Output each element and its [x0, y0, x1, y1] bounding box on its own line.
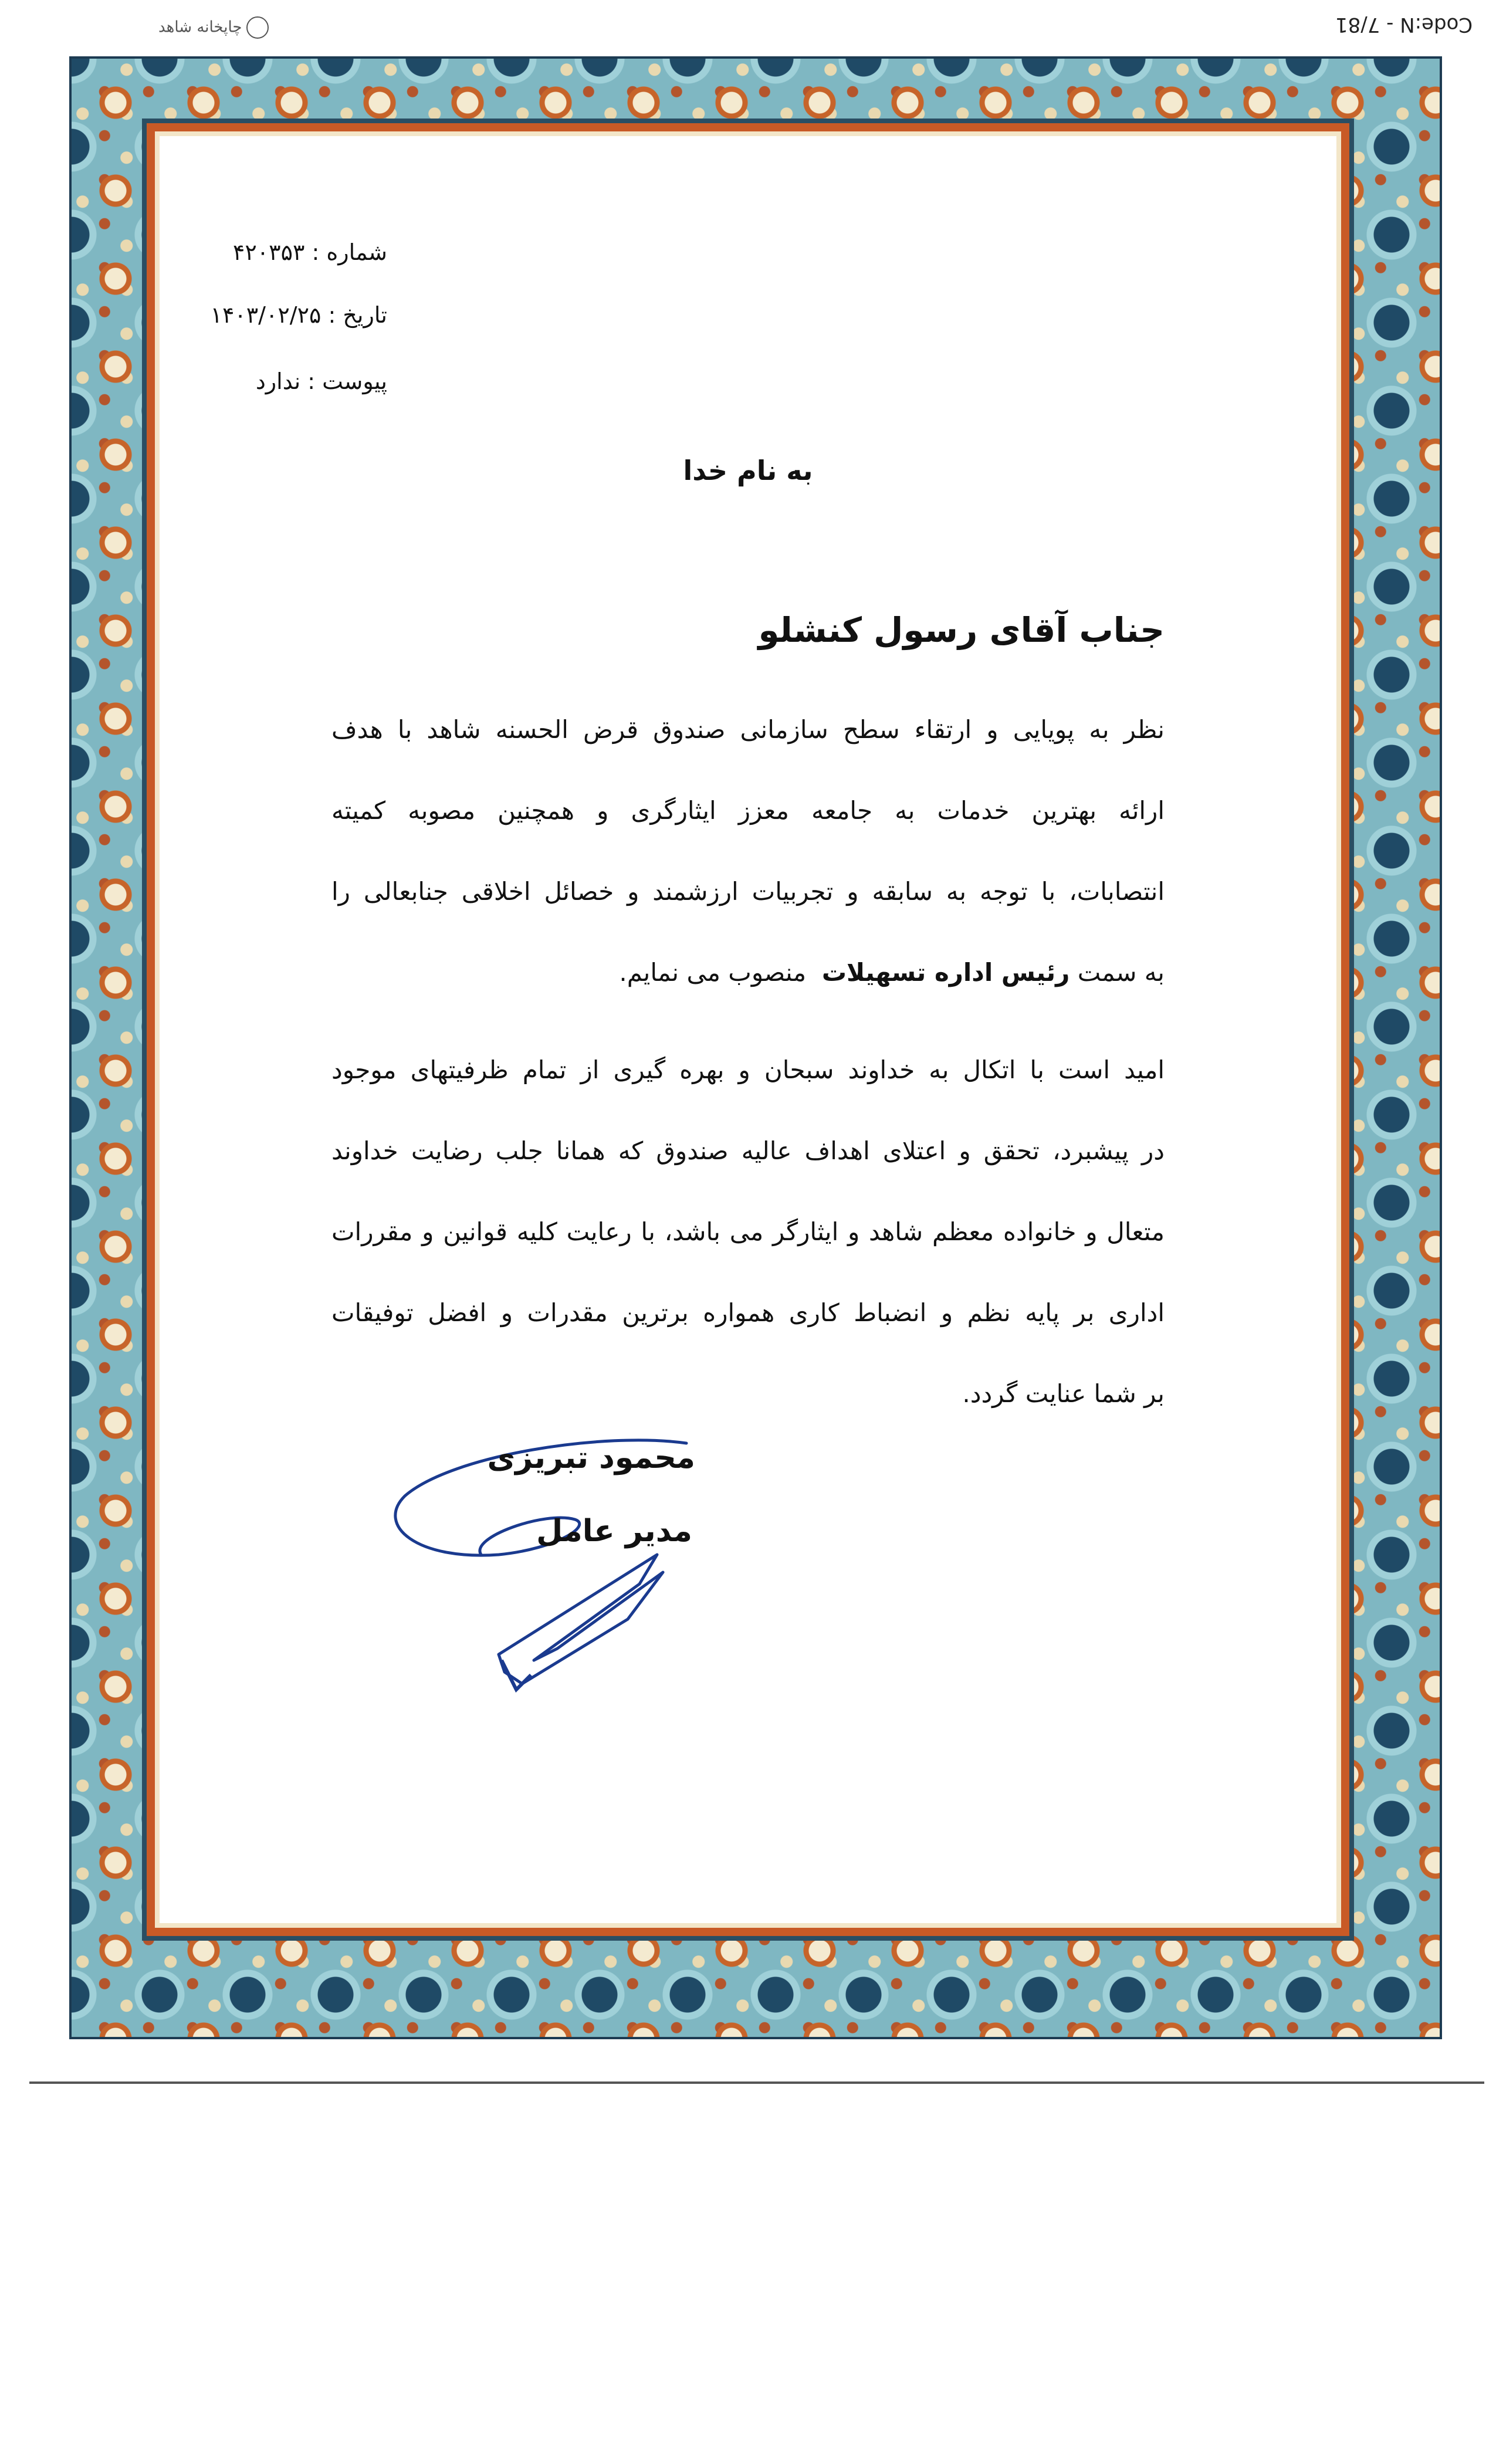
paragraph-wishes [331, 1030, 1165, 1434]
paragraph-line: بر شما عنایت گردد. [962, 1379, 1165, 1408]
addressee: جناب آقای رسول کنشلو [758, 610, 1165, 650]
paragraph-line: در پیشبرد، تحقق و اعتلای اهداف عالیه صندوق که همانا جلب رضایت خداوند [331, 1136, 1165, 1165]
signatory-name: محمود تبریزی [487, 1440, 695, 1475]
paragraph-line: ارائه بهترین خدمات به جامعه معزز ایثارگری و همچنین مصوبه کمیته [331, 796, 1165, 825]
letter-number: شماره : ۴۲۰۳۵۳ [232, 239, 387, 265]
paragraph-line: امید است با اتکال به خداوند سبحان و بهره گیری از تمام ظرفیتهای موجود [331, 1055, 1165, 1084]
signatory-title: مدیر عامل [536, 1514, 692, 1549]
paragraph-appointment [331, 689, 1165, 1013]
position-title: رئیس اداره تسهیلات [821, 958, 1070, 987]
printer-mark: چاپخانه شاهد [158, 16, 269, 39]
paragraph-line: متعال و خانواده معظم شاهد و ایثارگر می باشد، با رعایت کلیه قوانین و مقررات [331, 1217, 1165, 1246]
paragraph-line: نظر به پویایی و ارتقاء سطح سازمانی صندوق قرض الحسنه شاهد با هدف [331, 715, 1165, 744]
letter-attachment: پیوست : ندارد [255, 368, 387, 394]
paragraph-line: انتصابات، با توجه به سابقه و تجربیات ارزشمند و خصائل اخلاقی جنابعالی را [331, 877, 1165, 906]
paragraph-line: به سمت رئیس اداره تسهیلات منصوب می نمایم. [619, 958, 1165, 987]
basmala-heading: به نام خدا [683, 455, 813, 486]
printer-logo-icon [246, 16, 269, 39]
form-code: Code:N - 7/81 [1335, 13, 1473, 36]
paragraph-line: اداری بر پایه نظم و انضباط کاری همواره برترین مقدرات و افضل توفیقات [331, 1298, 1165, 1327]
letter-date: تاریخ : ۱۴۰۳/۰۲/۲۵ [210, 302, 387, 328]
page-divider [29, 2081, 1484, 2084]
